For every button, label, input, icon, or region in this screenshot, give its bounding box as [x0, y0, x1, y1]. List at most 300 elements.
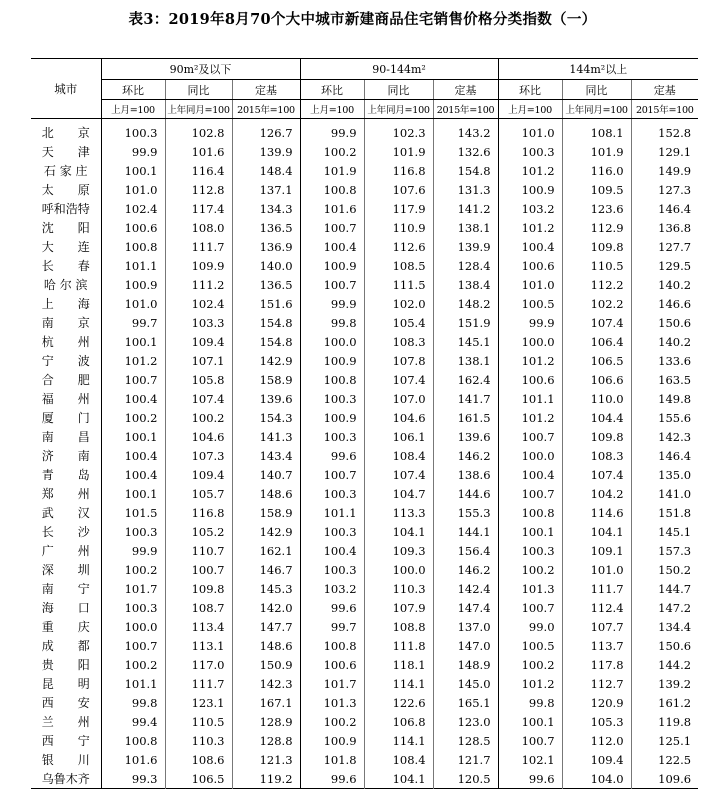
index-value: 107.0: [364, 389, 433, 408]
index-value: 100.4: [300, 541, 364, 560]
index-value: 101.9: [562, 142, 631, 161]
index-value: 104.6: [165, 427, 232, 446]
city-name: 长 春: [31, 256, 101, 275]
index-value: 149.9: [658, 163, 692, 178]
index-value: 161.2: [658, 695, 692, 710]
index-value: 99.8: [498, 693, 562, 712]
index-value: 110.3: [165, 731, 232, 750]
table-title: 表3：2019年8月70个大中城市新建商品住宅销售价格分类指数（一）: [128, 11, 597, 28]
index-value: 101.1: [101, 256, 165, 275]
index-value: 109.8: [562, 427, 631, 446]
index-value: 100.8: [300, 636, 364, 655]
city-column-header: 城市: [31, 59, 101, 119]
index-value: 102.0: [364, 294, 433, 313]
index-value: 113.4: [165, 617, 232, 636]
index-value: 109.4: [562, 750, 631, 769]
index-value: 101.7: [300, 674, 364, 693]
index-value: 139.9: [433, 237, 498, 256]
city-name: 天 津: [31, 142, 101, 161]
index-value: 102.4: [101, 199, 165, 218]
index-value: 100.3: [300, 427, 364, 446]
index-value: 155.3: [433, 503, 498, 522]
base-label-last-month: 上月=100: [300, 100, 364, 119]
index-value: 154.8: [232, 332, 300, 351]
index-value: 100.9: [300, 731, 364, 750]
table-row: [31, 579, 698, 598]
index-value: 99.7: [101, 313, 165, 332]
index-value: 100.7: [498, 598, 562, 617]
table-row: [31, 636, 698, 655]
index-value: 147.2: [658, 600, 692, 615]
index-value: 107.4: [165, 389, 232, 408]
index-value: 100.1: [101, 427, 165, 446]
index-value: 100.7: [101, 370, 165, 389]
table-row: [31, 750, 698, 769]
index-value: 106.1: [364, 427, 433, 446]
index-value: 119.2: [232, 769, 300, 789]
index-value: 100.4: [101, 446, 165, 465]
table-row: [31, 275, 698, 294]
index-value: 143.2: [433, 119, 498, 143]
index-value: 102.8: [165, 119, 232, 143]
index-value: 146.4: [658, 201, 692, 216]
index-value: 104.6: [364, 408, 433, 427]
index-value: 100.0: [300, 332, 364, 351]
table-row: [31, 598, 698, 617]
index-value: 145.3: [232, 579, 300, 598]
index-value: 137.1: [232, 180, 300, 199]
index-value: 151.8: [658, 505, 692, 520]
table-row: [31, 161, 698, 180]
city-name: 贵 阳: [31, 655, 101, 674]
table-row: [31, 465, 698, 484]
index-value: 101.0: [562, 560, 631, 579]
index-value: 123.1: [165, 693, 232, 712]
index-value: 100.3: [300, 389, 364, 408]
group-label-large: 144m²以上: [569, 63, 628, 76]
index-value: 100.3: [101, 598, 165, 617]
base-label-last-year: 上年同月=100: [165, 100, 232, 119]
index-value: 114.1: [364, 674, 433, 693]
city-name: 海 口: [31, 598, 101, 617]
index-value: 146.2: [433, 446, 498, 465]
base-label-last-month: 上月=100: [498, 100, 562, 119]
index-value: 101.1: [101, 674, 165, 693]
index-value: 117.0: [165, 655, 232, 674]
index-value: 117.9: [364, 199, 433, 218]
city-name: 哈 尔 滨: [31, 275, 101, 294]
index-value: 99.9: [300, 119, 364, 143]
sub-header-mom: 环比: [300, 80, 364, 100]
index-value: 144.6: [433, 484, 498, 503]
index-value: 106.8: [364, 712, 433, 731]
index-value: 101.3: [498, 579, 562, 598]
index-value: 100.7: [101, 636, 165, 655]
table-row: [31, 408, 698, 427]
index-value: 156.4: [433, 541, 498, 560]
index-value: 109.8: [165, 579, 232, 598]
index-value: 109.1: [562, 541, 631, 560]
city-name: 大 连: [31, 237, 101, 256]
index-value: 116.8: [364, 161, 433, 180]
base-label-2015: 2015年=100: [232, 100, 300, 119]
index-value: 101.0: [101, 294, 165, 313]
index-value: 109.9: [165, 256, 232, 275]
index-value: 108.1: [562, 119, 631, 143]
index-value: 139.2: [658, 676, 692, 691]
index-value: 100.8: [300, 370, 364, 389]
index-value: 123.0: [433, 712, 498, 731]
header-row-bases: [31, 100, 698, 119]
index-value: 144.1: [433, 522, 498, 541]
index-value: 114.1: [364, 731, 433, 750]
index-value: 100.7: [300, 465, 364, 484]
index-value: 108.7: [165, 598, 232, 617]
index-value: 106.4: [562, 332, 631, 351]
index-value: 146.4: [658, 448, 692, 463]
index-value: 105.7: [165, 484, 232, 503]
index-value: 129.1: [658, 144, 692, 159]
index-value: 100.1: [101, 161, 165, 180]
index-value: 108.5: [364, 256, 433, 275]
city-name: 福 州: [31, 389, 101, 408]
index-value: 104.4: [562, 408, 631, 427]
index-value: 150.9: [232, 655, 300, 674]
index-value: 103.2: [498, 199, 562, 218]
table-row: [31, 446, 698, 465]
index-value: 154.3: [232, 408, 300, 427]
index-value: 109.4: [165, 332, 232, 351]
index-value: 140.2: [658, 334, 692, 349]
index-value: 100.7: [300, 218, 364, 237]
table-row: [31, 617, 698, 636]
index-value: 110.0: [562, 389, 631, 408]
index-value: 100.4: [101, 389, 165, 408]
table-row: [31, 655, 698, 674]
index-value: 99.9: [498, 313, 562, 332]
index-value: 148.4: [232, 161, 300, 180]
index-value: 152.8: [658, 125, 692, 140]
index-value: 110.5: [165, 712, 232, 731]
index-value: 101.2: [498, 674, 562, 693]
index-value: 100.0: [498, 446, 562, 465]
sub-header-yoy: 同比: [364, 80, 433, 100]
city-name: 银 川: [31, 750, 101, 769]
sub-header-fixed: 定基: [631, 80, 698, 100]
index-value: 138.1: [433, 351, 498, 370]
table-row: [31, 370, 698, 389]
table-row: [31, 351, 698, 370]
index-value: 109.6: [658, 771, 692, 786]
index-value: 100.3: [300, 560, 364, 579]
index-value: 143.4: [232, 446, 300, 465]
index-value: 101.8: [300, 750, 364, 769]
index-value: 158.9: [232, 370, 300, 389]
index-value: 147.4: [433, 598, 498, 617]
index-value: 110.5: [562, 256, 631, 275]
index-value: 104.2: [562, 484, 631, 503]
table-row: [31, 142, 698, 161]
index-value: 155.6: [658, 410, 692, 425]
index-value: 127.3: [658, 182, 692, 197]
index-value: 105.8: [165, 370, 232, 389]
index-value: 111.7: [165, 237, 232, 256]
index-value: 142.3: [658, 429, 692, 444]
index-value: 100.4: [498, 465, 562, 484]
index-value: 99.3: [101, 769, 165, 789]
index-value: 100.1: [498, 712, 562, 731]
index-value: 105.4: [364, 313, 433, 332]
group-label-medium: 90-144m²: [372, 62, 426, 76]
index-value: 147.7: [232, 617, 300, 636]
index-value: 161.5: [433, 408, 498, 427]
index-value: 105.2: [165, 522, 232, 541]
index-value: 134.4: [658, 619, 692, 634]
index-value: 128.4: [433, 256, 498, 275]
index-value: 100.2: [101, 408, 165, 427]
index-value: 107.9: [364, 598, 433, 617]
index-value: 100.7: [498, 731, 562, 750]
index-value: 100.3: [101, 522, 165, 541]
index-value: 108.8: [364, 617, 433, 636]
index-value: 100.8: [101, 237, 165, 256]
index-value: 100.9: [101, 275, 165, 294]
table-row: [31, 218, 698, 237]
index-value: 101.2: [498, 161, 562, 180]
index-value: 100.1: [498, 522, 562, 541]
index-value: 133.6: [658, 353, 692, 368]
index-value: 106.6: [562, 370, 631, 389]
index-value: 107.8: [364, 351, 433, 370]
index-value: 100.1: [101, 332, 165, 351]
city-name: 南 昌: [31, 427, 101, 446]
index-value: 101.6: [165, 142, 232, 161]
index-value: 100.6: [300, 655, 364, 674]
index-value: 149.8: [658, 391, 692, 406]
index-value: 120.9: [562, 693, 631, 712]
city-name: 济 南: [31, 446, 101, 465]
index-value: 108.3: [364, 332, 433, 351]
index-value: 101.2: [498, 408, 562, 427]
index-value: 134.3: [232, 199, 300, 218]
index-value: 141.0: [658, 486, 692, 501]
city-name: 西 宁: [31, 731, 101, 750]
index-value: 101.6: [101, 750, 165, 769]
index-value: 142.0: [232, 598, 300, 617]
table-row: [31, 769, 698, 789]
index-value: 128.8: [232, 731, 300, 750]
city-name: 乌鲁木齐: [31, 769, 101, 789]
table-row: [31, 427, 698, 446]
index-value: 150.6: [658, 315, 692, 330]
index-value: 138.6: [433, 465, 498, 484]
index-value: 102.4: [165, 294, 232, 313]
index-value: 119.8: [658, 714, 692, 729]
index-value: 99.7: [300, 617, 364, 636]
table-body: [31, 119, 698, 789]
index-value: 157.3: [658, 543, 692, 558]
index-value: 151.9: [433, 313, 498, 332]
index-value: 127.7: [658, 239, 692, 254]
base-label-2015: 2015年=100: [631, 100, 698, 119]
index-value: 111.7: [165, 674, 232, 693]
city-name: 上 海: [31, 294, 101, 313]
city-name: 呼和浩特: [31, 199, 101, 218]
index-value: 128.9: [232, 712, 300, 731]
index-value: 136.5: [232, 275, 300, 294]
index-value: 101.9: [364, 142, 433, 161]
table-row: [31, 237, 698, 256]
index-value: 111.7: [562, 579, 631, 598]
sub-header-fixed: 定基: [433, 80, 498, 100]
city-name: 南 宁: [31, 579, 101, 598]
base-label-last-year: 上年同月=100: [364, 100, 433, 119]
index-value: 116.4: [165, 161, 232, 180]
index-value: 128.5: [433, 731, 498, 750]
index-value: 99.9: [101, 142, 165, 161]
index-value: 150.6: [658, 638, 692, 653]
city-name: 合 肥: [31, 370, 101, 389]
table-row: [31, 503, 698, 522]
city-name: 厦 门: [31, 408, 101, 427]
table-row: [31, 693, 698, 712]
table-row: [31, 313, 698, 332]
city-name: 郑 州: [31, 484, 101, 503]
group-header-large: [498, 59, 698, 80]
table-row: [31, 199, 698, 218]
index-value: 125.1: [658, 733, 692, 748]
index-value: 100.6: [498, 370, 562, 389]
city-name: 太 原: [31, 180, 101, 199]
index-value: 108.6: [165, 750, 232, 769]
index-value: 99.6: [300, 769, 364, 789]
sub-header-mom: 环比: [101, 80, 165, 100]
index-value: 100.7: [300, 275, 364, 294]
index-value: 100.2: [498, 560, 562, 579]
index-value: 101.9: [300, 161, 364, 180]
city-name: 沈 阳: [31, 218, 101, 237]
table-row: [31, 332, 698, 351]
index-value: 100.2: [165, 408, 232, 427]
city-name: 青 岛: [31, 465, 101, 484]
index-value: 100.4: [101, 465, 165, 484]
index-value: 104.0: [562, 769, 631, 789]
city-name: 深 圳: [31, 560, 101, 579]
index-value: 104.7: [364, 484, 433, 503]
index-value: 163.5: [658, 372, 692, 387]
index-value: 145.1: [658, 524, 692, 539]
index-value: 144.7: [658, 581, 692, 596]
index-value: 107.4: [562, 465, 631, 484]
index-value: 112.6: [364, 237, 433, 256]
index-value: 113.7: [562, 636, 631, 655]
index-value: 110.9: [364, 218, 433, 237]
index-value: 100.6: [101, 218, 165, 237]
index-value: 136.9: [232, 237, 300, 256]
group-label-small: 90m²及以下: [169, 63, 232, 76]
index-value: 140.0: [232, 256, 300, 275]
index-value: 112.9: [562, 218, 631, 237]
index-value: 99.6: [300, 446, 364, 465]
table-row: [31, 119, 698, 143]
index-value: 122.6: [364, 693, 433, 712]
table-row: [31, 731, 698, 750]
index-value: 100.7: [498, 484, 562, 503]
index-value: 100.3: [300, 484, 364, 503]
index-value: 110.3: [364, 579, 433, 598]
table-row: [31, 256, 698, 275]
index-value: 100.3: [300, 522, 364, 541]
index-value: 99.9: [101, 541, 165, 560]
index-value: 112.8: [165, 180, 232, 199]
index-value: 101.5: [101, 503, 165, 522]
index-value: 100.2: [300, 142, 364, 161]
city-name: 石 家 庄: [31, 161, 101, 180]
index-value: 103.3: [165, 313, 232, 332]
index-value: 107.4: [364, 370, 433, 389]
index-value: 100.5: [498, 294, 562, 313]
index-value: 112.4: [562, 598, 631, 617]
index-value: 107.7: [562, 617, 631, 636]
index-value: 100.2: [300, 712, 364, 731]
index-value: 101.2: [498, 351, 562, 370]
index-value: 141.3: [232, 427, 300, 446]
index-value: 151.6: [232, 294, 300, 313]
index-value: 101.6: [300, 199, 364, 218]
index-value: 144.2: [658, 657, 692, 672]
header-row-types: [31, 80, 698, 100]
index-value: 100.4: [498, 237, 562, 256]
price-index-table: [31, 58, 698, 789]
index-value: 148.6: [232, 636, 300, 655]
index-value: 150.2: [658, 562, 692, 577]
index-value: 101.2: [498, 218, 562, 237]
index-value: 139.6: [433, 427, 498, 446]
index-value: 101.3: [300, 693, 364, 712]
city-name: 宁 波: [31, 351, 101, 370]
index-value: 145.0: [433, 674, 498, 693]
index-value: 107.6: [364, 180, 433, 199]
index-value: 102.2: [562, 294, 631, 313]
base-label-2015: 2015年=100: [433, 100, 498, 119]
index-value: 104.1: [562, 522, 631, 541]
index-value: 100.3: [101, 119, 165, 143]
sub-header-yoy: 同比: [562, 80, 631, 100]
index-value: 136.8: [658, 220, 692, 235]
index-value: 102.3: [364, 119, 433, 143]
index-value: 109.8: [562, 237, 631, 256]
city-name: 北 京: [31, 119, 101, 143]
city-name: 重 庆: [31, 617, 101, 636]
index-value: 107.4: [562, 313, 631, 332]
index-value: 99.8: [300, 313, 364, 332]
index-value: 100.9: [300, 408, 364, 427]
index-value: 120.5: [433, 769, 498, 789]
table-row: [31, 674, 698, 693]
index-value: 165.1: [433, 693, 498, 712]
index-value: 109.3: [364, 541, 433, 560]
index-value: 145.1: [433, 332, 498, 351]
index-value: 154.8: [433, 161, 498, 180]
index-value: 132.6: [433, 142, 498, 161]
index-value: 112.2: [562, 275, 631, 294]
index-value: 104.1: [364, 769, 433, 789]
index-value: 100.3: [498, 142, 562, 161]
index-value: 100.0: [498, 332, 562, 351]
index-value: 101.0: [498, 275, 562, 294]
index-value: 126.7: [232, 119, 300, 143]
group-header-medium: [300, 59, 498, 80]
